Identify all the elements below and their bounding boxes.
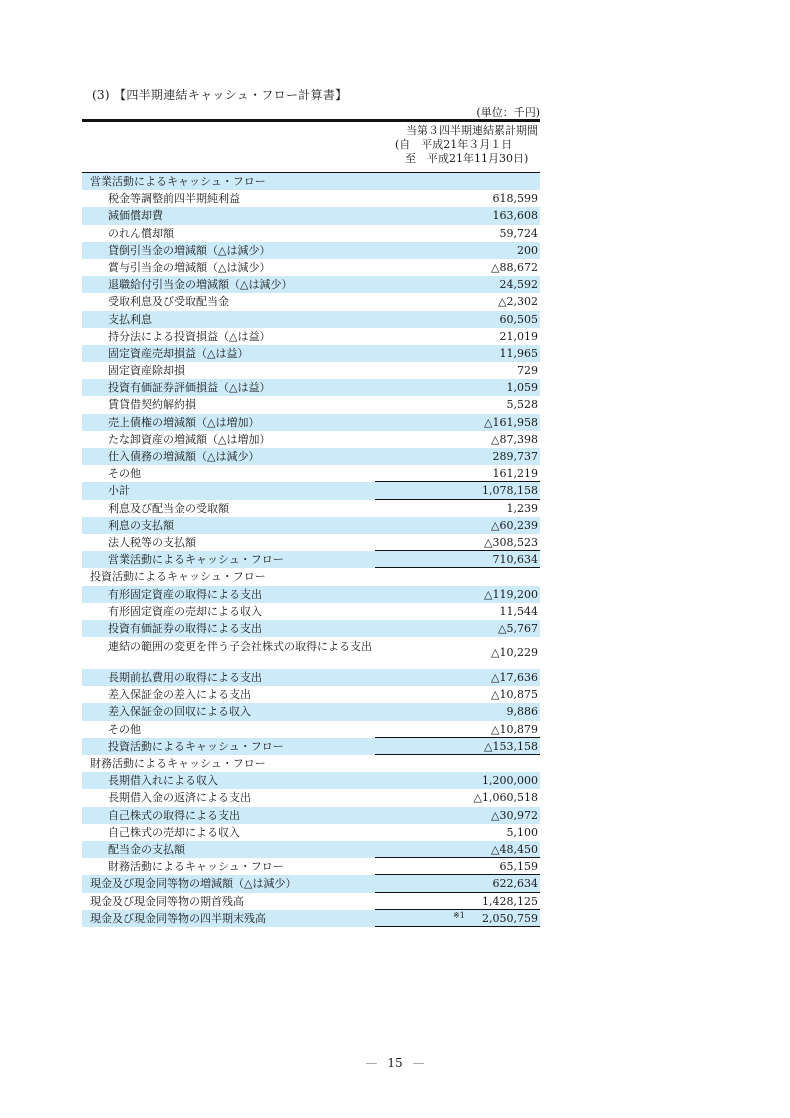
row-value: 1,239 (506, 501, 538, 515)
row-label: その他 (108, 722, 141, 736)
ending-balance-value: 2,050,759 (482, 911, 538, 925)
row-label: 仕入債務の増減額（△は減少） (108, 450, 260, 463)
row-label: 利息及び配当金の受取額 (108, 501, 229, 515)
row-label: 投資有価証券評価損益（△は益） (108, 381, 271, 395)
row-value: △48,450 (375, 841, 540, 858)
row-label: 持分法による投資損益（△は益） (108, 329, 271, 343)
total-row-operating (82, 551, 540, 568)
row-value: △30,972 (491, 808, 538, 822)
ending-balance-row (82, 910, 540, 927)
row-value: △87,398 (491, 432, 538, 446)
table-row (82, 242, 540, 259)
table-row (82, 703, 540, 720)
table-row (82, 465, 540, 482)
row-value: 200 (517, 243, 538, 257)
section-header-financing (82, 755, 540, 772)
row-label: 固定資産売却損益（△は益） (108, 346, 249, 360)
row-label: 受取利息及び受取配当金 (108, 295, 229, 309)
row-label: 差入保証金の差入による支出 (108, 688, 251, 702)
row-label: たな卸資産の増減額（△は増加） (108, 432, 271, 446)
table-row (82, 586, 540, 603)
page-dash-left: — (365, 1056, 378, 1070)
table-row (82, 669, 540, 686)
row-label: 差入保証金の回収による収入 (108, 705, 251, 719)
table-row (82, 276, 540, 293)
row-value: △10,875 (491, 688, 538, 702)
row-value: 9,886 (506, 705, 538, 719)
table-row (82, 311, 540, 328)
row-value: 163,608 (492, 209, 538, 223)
table-row (82, 362, 540, 379)
period-from: (自 平成21年３月１日 (395, 138, 513, 151)
unit-label: (単位：千円) (476, 106, 540, 119)
section-header-operating (82, 173, 540, 190)
row-label: 長期借入金の返済による支出 (108, 791, 251, 805)
row-value: △153,158 (375, 738, 540, 755)
table-row (82, 448, 540, 465)
table-row (82, 190, 540, 207)
row-label: 営業活動によるキャッシュ・フロー (90, 175, 266, 188)
row-label: 配当金の支払額 (108, 842, 185, 856)
row-value: △119,200 (484, 587, 538, 601)
row-label: 自己株式の取得による支出 (108, 808, 240, 822)
row-value (375, 568, 540, 585)
footnote-marker: ※1 (453, 910, 465, 920)
period-header (375, 124, 540, 166)
table-row (82, 620, 540, 637)
top-rule (82, 119, 540, 122)
row-label: のれん償却額 (108, 226, 174, 240)
table-row (82, 841, 540, 858)
row-value: 1,200,000 (482, 774, 538, 788)
table-row (82, 328, 540, 345)
row-value: △10,879 (375, 721, 540, 738)
table-row (82, 500, 540, 517)
row-value: △17,636 (491, 671, 538, 685)
table-row (82, 772, 540, 789)
row-value: △308,523 (375, 534, 540, 551)
row-value: 161,219 (375, 465, 540, 482)
row-label: 税金等調整前四半期純利益 (108, 192, 240, 206)
row-value: △161,958 (484, 415, 538, 429)
row-value (375, 173, 540, 190)
row-label: 連結の範囲の変更を伴う子会社株式の取得による支出 (108, 640, 372, 654)
row-value: 11,965 (499, 346, 538, 360)
table-row (82, 379, 540, 396)
table-row (82, 207, 540, 224)
row-label: 賃貸借契約解約損 (108, 398, 196, 412)
row-value: 5,100 (506, 825, 538, 839)
period-title: 当第３四半期連結累計期間 (406, 124, 538, 137)
section-header-investing (82, 568, 540, 585)
row-label: 現金及び現金同等物の期首残高 (90, 894, 244, 908)
row-label: 投資活動によるキャッシュ・フロー (90, 570, 266, 584)
table-row (82, 345, 540, 362)
table-row (82, 721, 540, 738)
total-row-investing (82, 738, 540, 755)
row-label: 賞与引当金の増減額（△は減少） (108, 260, 271, 274)
row-label: 財務活動によるキャッシュ・フロー (108, 860, 284, 874)
table-row (82, 824, 540, 841)
row-value: △2,302 (498, 295, 538, 309)
row-label: 長期借入れによる収入 (108, 774, 218, 788)
row-label: 法人税等の支払額 (108, 535, 196, 549)
row-value: △60,239 (491, 518, 538, 532)
row-label: 現金及び現金同等物の四半期末残高 (90, 911, 266, 925)
row-label: 貸倒引当金の増減額（△は減少） (108, 243, 271, 257)
cash-flow-table (82, 173, 540, 927)
row-value: 1,428,125 (375, 893, 540, 910)
statement-title: (3) 【四半期連結キャッシュ・フロー計算書】 (92, 88, 348, 102)
row-value: 21,019 (499, 329, 538, 343)
table-row (82, 789, 540, 806)
row-value: 11,544 (499, 604, 538, 618)
table-row (82, 414, 540, 431)
row-label: 営業活動によるキャッシュ・フロー (108, 553, 284, 567)
row-label: 投資有価証券の取得による支出 (108, 621, 262, 635)
page-number: 15 (387, 1056, 403, 1070)
row-label: 現金及び現金同等物の増減額（△は減少） (90, 877, 297, 891)
table-row (82, 637, 540, 669)
beginning-balance-row (82, 893, 540, 910)
table-row (82, 396, 540, 413)
page-footer (0, 1056, 790, 1070)
row-label: 固定資産除却損 (108, 364, 185, 378)
row-value (375, 910, 540, 927)
table-row (82, 603, 540, 620)
row-label: 有形固定資産の売却による収入 (108, 604, 262, 618)
page-dash-right: — (412, 1056, 425, 1070)
subtotal-row (82, 482, 540, 499)
row-label: 財務活動によるキャッシュ・フロー (90, 757, 266, 770)
row-value: 729 (517, 364, 538, 378)
net-change-row (82, 875, 540, 892)
row-value: 60,505 (499, 312, 538, 326)
row-value: 1,078,158 (375, 482, 540, 499)
row-value: 65,159 (375, 858, 540, 875)
row-label: 売上債権の増減額（△は増加） (108, 415, 260, 429)
row-value: 289,737 (492, 450, 538, 463)
row-value: △5,767 (498, 621, 538, 635)
row-label: 自己株式の売却による収入 (108, 825, 240, 839)
row-label: 利息の支払額 (108, 518, 174, 532)
row-value: 622,634 (375, 875, 540, 892)
row-value: △10,229 (491, 646, 538, 660)
period-to: 至 平成21年11月30日) (405, 152, 529, 165)
row-value: 1,059 (506, 381, 538, 395)
total-row-financing (82, 858, 540, 875)
row-value: 5,528 (506, 398, 538, 412)
row-value (375, 755, 540, 772)
row-label: 長期前払費用の取得による支出 (108, 671, 262, 685)
table-row (82, 686, 540, 703)
row-value: 59,724 (499, 226, 538, 240)
row-label: 小計 (108, 484, 130, 498)
row-label: 有形固定資産の取得による支出 (108, 587, 262, 601)
row-label: 投資活動によるキャッシュ・フロー (108, 739, 284, 753)
table-row (82, 293, 540, 310)
row-label: 退職給付引当金の増減額（△は減少） (108, 278, 293, 292)
row-value: 24,592 (499, 278, 538, 292)
row-value: △1,060,518 (473, 791, 538, 805)
row-value: △88,672 (491, 260, 538, 274)
row-label: その他 (108, 467, 141, 481)
table-row (82, 517, 540, 534)
table-row (82, 807, 540, 824)
table-row (82, 259, 540, 276)
table-row (82, 225, 540, 242)
row-value: 618,599 (492, 192, 538, 206)
row-value: 710,634 (375, 551, 540, 568)
table-row (82, 431, 540, 448)
row-label: 減価償却費 (108, 209, 163, 223)
table-row (82, 534, 540, 551)
row-label: 支払利息 (108, 312, 152, 326)
